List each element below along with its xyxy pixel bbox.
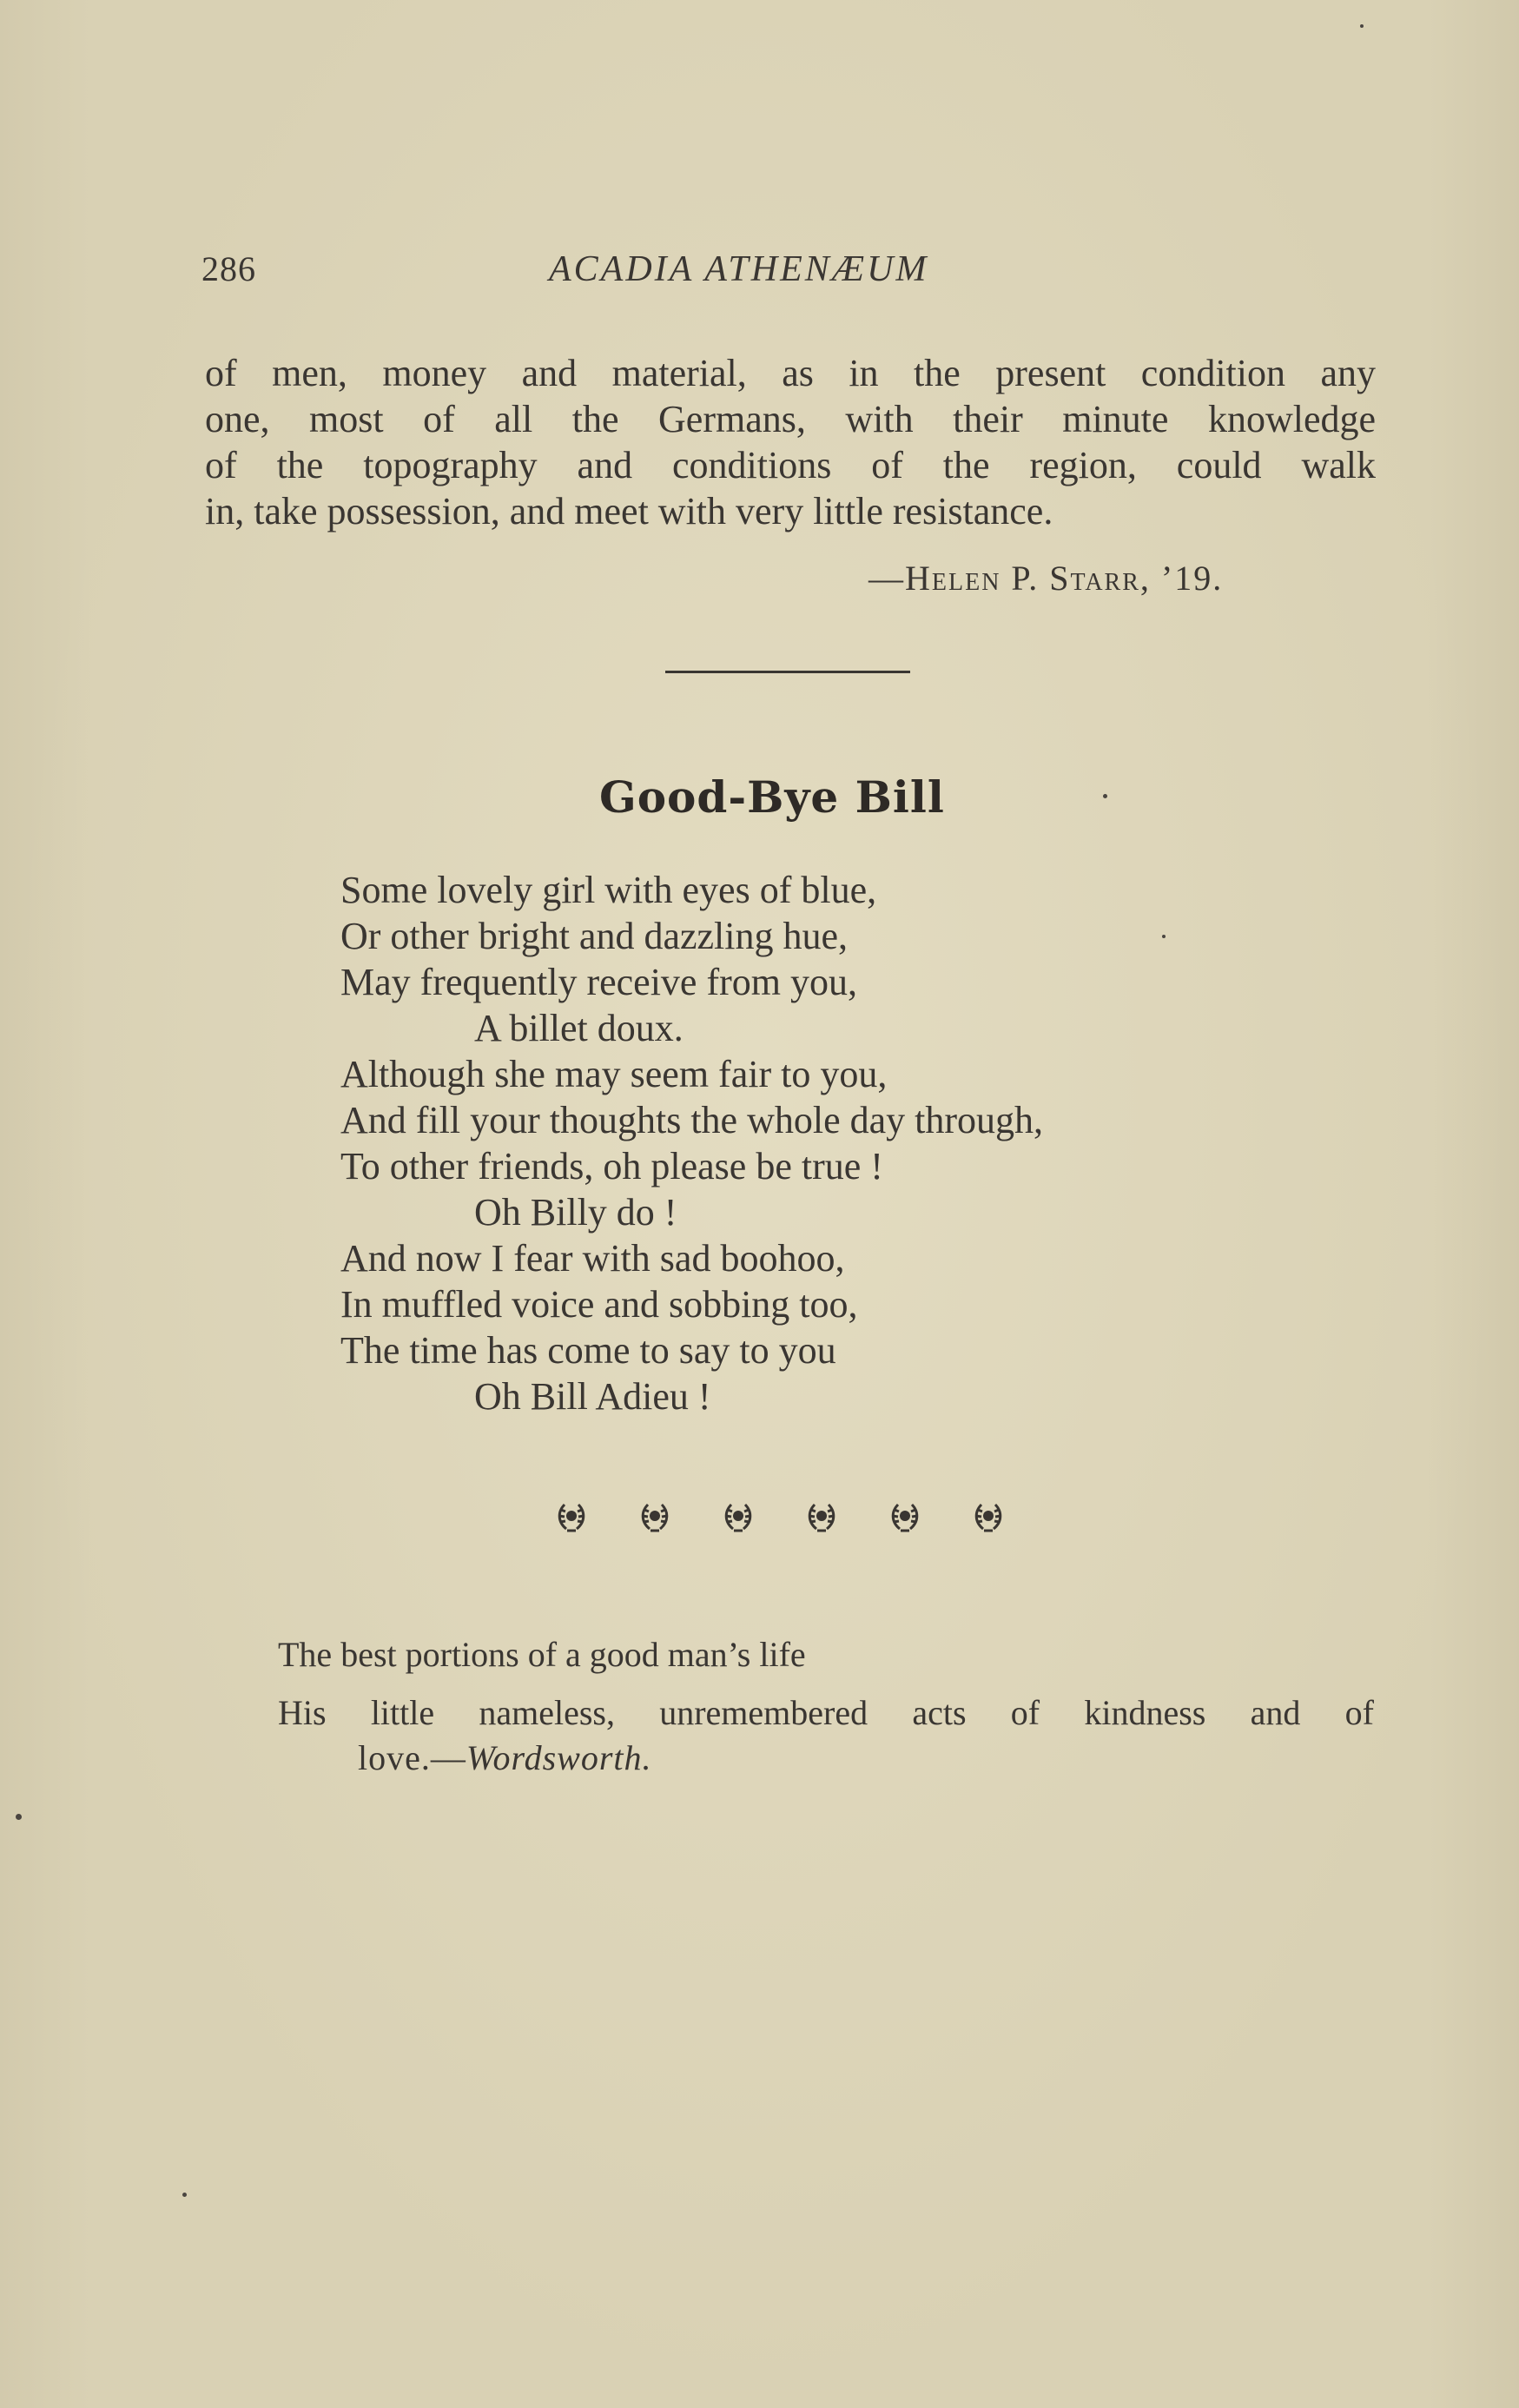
signature-name: Helen P. Starr, (905, 559, 1151, 598)
quote-line (278, 1687, 1374, 1739)
wreath-ornament-icon (554, 1499, 589, 1534)
poem-line: Or other bright and dazzling hue, (340, 915, 849, 957)
poem-line: To other friends, oh please be true ! (340, 1145, 883, 1187)
quote-word: little (370, 1693, 435, 1732)
author-signature (868, 558, 1223, 599)
poem-line: Oh Bill Adieu ! (474, 1375, 711, 1418)
poem-line: Although she may seem fair to you, (340, 1053, 888, 1095)
section-divider-rule (665, 671, 910, 673)
prose-paragraph (205, 350, 1376, 534)
quote-word: His (278, 1693, 327, 1732)
poem-line: The time has come to say to you (340, 1329, 836, 1372)
page-number: 286 (201, 249, 256, 288)
paper-speck (1360, 24, 1364, 28)
quote-attribution: Wordsworth. (466, 1738, 652, 1777)
paper-speck (16, 1814, 22, 1820)
prose-line: of men, money and material, as in the present condition any (205, 352, 1376, 394)
wreath-ornament-icon (721, 1499, 756, 1534)
paper-speck (1103, 794, 1107, 798)
poem-line: Some lovely girl with eyes of blue, (340, 869, 877, 911)
wreath-ornament-icon (804, 1499, 839, 1534)
running-head: ACADIA ATHENÆUM (549, 249, 929, 289)
closing-quote (278, 1623, 1374, 1777)
signature-year: ’19. (1150, 559, 1224, 598)
poem-line: A billet doux. (474, 1007, 684, 1049)
quote-word: of (1344, 1693, 1374, 1732)
poem-line: Oh Billy do ! (474, 1191, 677, 1234)
quote-text: love.— (358, 1738, 466, 1777)
wreath-ornament-icon (971, 1499, 1006, 1534)
paper-speck (182, 2193, 187, 2197)
quote-word: nameless, (479, 1693, 615, 1732)
wreath-ornament-icon (637, 1499, 672, 1534)
quote-line (278, 1739, 1374, 1777)
ornament-row (554, 1499, 1006, 1534)
prose-line: in, take possession, and meet with very little resistance. (205, 490, 1053, 533)
poem-line: And now I fear with sad boohoo, (340, 1237, 845, 1280)
quote-line: The best portions of a good man’s life (278, 1635, 806, 1674)
paper-speck (1162, 935, 1166, 938)
quote-word: unremembered (659, 1693, 868, 1732)
poem-line: In muffled voice and sobbing too, (340, 1283, 858, 1326)
page-header (201, 248, 1296, 301)
quote-word: acts (912, 1693, 967, 1732)
poem-line: And fill your thoughts the whole day through, (340, 1099, 1044, 1141)
poem-body (340, 867, 1043, 1419)
signature-dash: — (868, 559, 905, 598)
quote-word: kindness (1084, 1693, 1206, 1732)
poem-title: Good-Bye Bill (599, 771, 945, 823)
poem-line: May frequently receive from you, (340, 961, 857, 1003)
prose-line: one, most of all the Germans, with their minute knowledge (205, 398, 1376, 440)
quote-word: and (1250, 1693, 1301, 1732)
quote-word: of (1010, 1693, 1040, 1732)
wreath-ornament-icon (888, 1499, 922, 1534)
prose-line: of the topography and conditions of the region, could walk (205, 444, 1376, 486)
